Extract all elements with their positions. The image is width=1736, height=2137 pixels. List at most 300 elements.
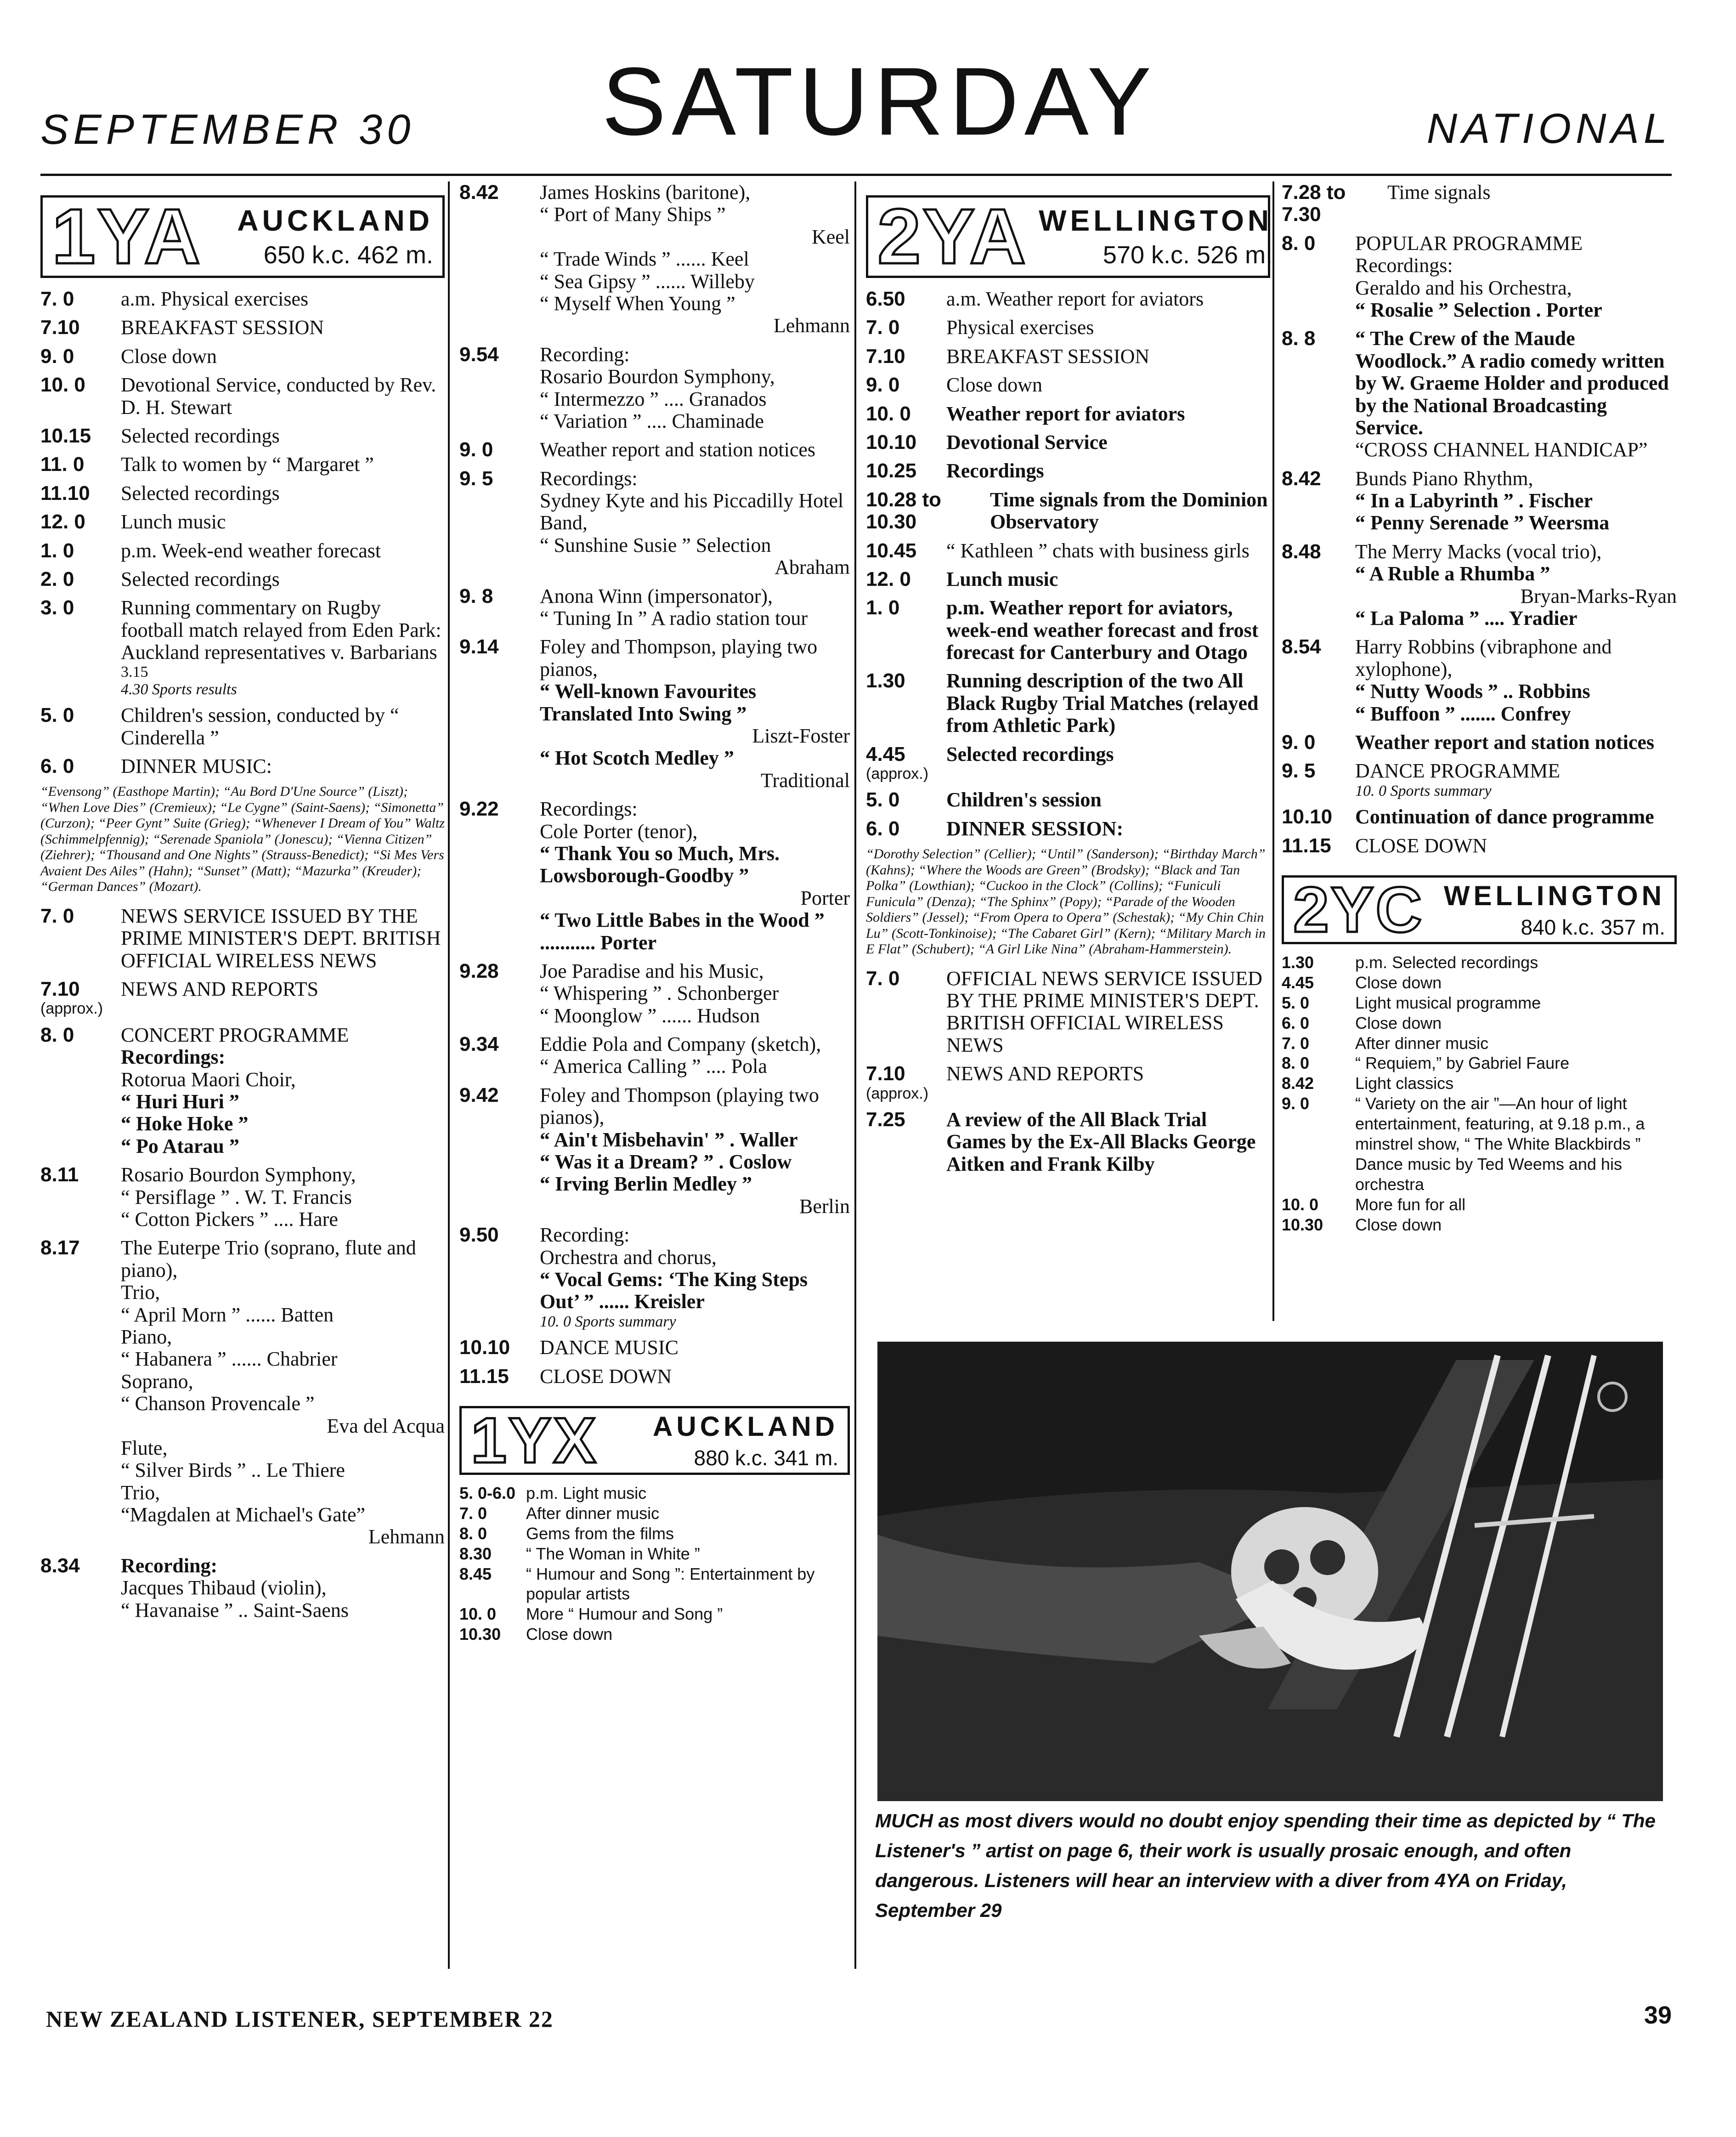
programme-entry xyxy=(459,1624,850,1644)
entry-time: 6.50 xyxy=(866,288,905,310)
entry-time: 1.30 xyxy=(866,669,905,692)
entry-time: 8.42 xyxy=(1282,1074,1314,1093)
entry-time: 8.54 xyxy=(1282,635,1321,658)
station-city: AUCKLAND xyxy=(237,204,433,238)
entry-desc: Recording: xyxy=(121,1554,218,1577)
entry-desc: p.m. Selected recordings xyxy=(1355,952,1538,972)
programme-entry xyxy=(866,1109,1270,1175)
programme-entry xyxy=(40,755,445,777)
entry-time: 9.54 xyxy=(459,343,499,366)
entry-line: “ Po Atarau ” xyxy=(121,1134,239,1157)
entry-time: 1. 0 xyxy=(40,539,74,562)
entry-desc: Joe Paradise and his Music, xyxy=(540,959,764,982)
entry-time: 9. 0 xyxy=(866,374,900,397)
entry-desc: The Euterpe Trio (soprano, flute and piano), xyxy=(121,1236,416,1281)
entry-desc: More “ Humour and Song ” xyxy=(526,1604,723,1624)
programme-entry xyxy=(866,568,1270,590)
entry-time: 8. 0 xyxy=(1282,1054,1310,1073)
programme-entry xyxy=(40,568,445,590)
programme-entry xyxy=(459,344,850,433)
entry-subnote: 4.30 Sports results xyxy=(121,680,237,698)
programme-entry xyxy=(459,439,850,461)
network-label: NATIONAL xyxy=(1426,105,1672,152)
entry-desc: Harry Robbins (vibraphone and xylophone), xyxy=(1355,635,1612,680)
entry-desc: Selected recordings xyxy=(121,567,280,590)
programme-entry xyxy=(40,1164,445,1230)
entry-time: 9.42 xyxy=(459,1083,499,1106)
entry-time: 9. 8 xyxy=(459,584,493,607)
entry-desc: More fun for all xyxy=(1355,1195,1466,1214)
entry-line: “ Penny Serenade ” Weersma xyxy=(1355,511,1610,534)
entry-desc: Recordings: xyxy=(540,467,638,490)
programme-entry xyxy=(40,1555,445,1621)
dinner-music-list: “Evensong” (Easthope Martin); “Au Bord D'Une Source” (Liszt); “When Love Dies” (Cremieux); “Le Cygne” (Saint-Saens); “Simonetta” (Curzon); “Peer Gynt” Suite (Grieg); “Whenever I Dream of You” Waltz (Schimmelpfennig); “Serenade Spaniola” (Jonescu); “Vienna Citizen” (Ziehrer); “Thousand and One Nights” (Strauss-Benedict); “Si Mes Vers Avaient Des Ailes” (Hahn); “Sunset” (Matt); “Mazurka” (Kreuder); “German Dances” (Mozart). xyxy=(40,784,445,895)
entry-time: 10.25 xyxy=(866,459,917,482)
entry-time: 6. 0 xyxy=(1282,1013,1310,1032)
entry-line: “ Port of Many Ships ” xyxy=(540,203,726,226)
entry-desc: p.m. Weather report for aviators, week-end weather forecast and frost forecast for Canterbury and Otago xyxy=(946,596,1259,664)
entry-line: “ Habanera ” ...... Chabrier xyxy=(121,1348,338,1371)
entry-line: “ April Morn ” ...... Batten xyxy=(121,1303,334,1326)
entry-desc: Lunch music xyxy=(946,567,1058,590)
entry-desc: NEWS AND REPORTS xyxy=(121,978,319,1001)
entry-time: 9.14 xyxy=(459,635,499,658)
programme-entry xyxy=(1282,1033,1677,1054)
programme-entry xyxy=(1282,731,1677,754)
entry-desc: Selected recordings xyxy=(121,424,280,447)
column-1ya-continued xyxy=(459,181,850,1644)
entry-time-note: (approx.) xyxy=(866,765,929,783)
programme-entry xyxy=(1282,993,1677,1013)
entry-desc: After dinner music xyxy=(1355,1033,1489,1053)
entry-desc: The Merry Macks (vocal trio), xyxy=(1355,540,1602,563)
entry-time: 3. 0 xyxy=(40,596,74,619)
programme-entry xyxy=(866,374,1270,396)
entry-desc: DANCE PROGRAMME xyxy=(1355,760,1561,782)
entry-desc: Selected recordings xyxy=(946,743,1114,765)
entry-time: 7.10 xyxy=(40,316,80,339)
entry-time: 8.42 xyxy=(459,181,499,204)
entry-desc: Recordings: xyxy=(540,798,638,821)
entry-time: 7. 0 xyxy=(459,1503,487,1523)
programme-entry xyxy=(40,597,445,698)
station-city: WELLINGTON xyxy=(1443,880,1665,911)
programme-entry xyxy=(866,489,1270,533)
entry-time-note: (approx.) xyxy=(866,1084,929,1102)
entry-line: Rosario Bourdon Symphony, xyxy=(540,365,775,388)
programme-entry xyxy=(459,585,850,630)
entry-desc: Bunds Piano Rhythm, xyxy=(1355,467,1533,490)
programme-entry xyxy=(40,704,445,749)
entry-line: Liszt-Foster xyxy=(752,724,850,747)
programme-entry xyxy=(1282,760,1677,799)
entry-line: Soprano, xyxy=(121,1370,193,1393)
station-box-2yc xyxy=(1282,875,1677,944)
programme-entry xyxy=(1282,1053,1677,1073)
entry-line: “ Huri Huri ” xyxy=(121,1090,239,1113)
column-divider xyxy=(448,181,450,1969)
entry-desc: Close down xyxy=(1355,1013,1442,1032)
entry-line: Eva del Acqua xyxy=(327,1414,445,1437)
entry-time: 6. 0 xyxy=(40,755,74,778)
entry-desc: POPULAR PROGRAMME xyxy=(1355,232,1583,255)
publication-footer: NEW ZEALAND LISTENER, SEPTEMBER 22 xyxy=(46,2006,554,2032)
programme-entry xyxy=(459,1483,850,1503)
entry-time: 11. 0 xyxy=(40,453,85,476)
entry-time: 10.30 xyxy=(459,1625,501,1644)
entry-time: 9. 0 xyxy=(459,438,493,461)
programme-entry xyxy=(866,346,1270,368)
entry-desc: CLOSE DOWN xyxy=(1355,834,1487,857)
programme-entry xyxy=(459,636,850,792)
programme-entry xyxy=(1282,541,1677,630)
entry-desc: Talk to women by “ Margaret ” xyxy=(121,453,374,476)
programme-entry xyxy=(459,1033,850,1078)
entry-time: 7. 0 xyxy=(40,904,74,927)
entry-time: 5. 0-6.0 xyxy=(459,1483,516,1502)
entry-line: “ Persiflage ” . W. T. Francis xyxy=(121,1185,352,1208)
entry-desc: Close down xyxy=(946,374,1042,397)
station-frequency: 650 k.c. 462 m. xyxy=(263,241,433,269)
entry-line: Traditional xyxy=(761,769,850,792)
entry-time: 1. 0 xyxy=(866,596,900,619)
entry-time: 10.28 to 10.30 xyxy=(866,488,941,533)
entry-desc: Recording: xyxy=(540,343,630,366)
entry-desc: Weather report and station notices xyxy=(1355,731,1654,754)
programme-entry xyxy=(1282,973,1677,993)
entry-time: 7. 0 xyxy=(40,288,74,310)
entry-desc: Foley and Thompson, playing two pianos, xyxy=(540,635,818,680)
entry-time: 10. 0 xyxy=(1282,1195,1319,1214)
dinner-session-list: “Dorothy Selection” (Cellier); “Until” (Sanderson); “Birthday March” (Kahns); “Where the Woods are Green” (Brodsky); “Black and Tan Polka” (Lowthian); “Cuckoo in the Clock” (Collins); “Funiculi Funicula” (Denza); “The Sphinx” (Popy); “Parade of the Wooden Soldiers” (Jessel); “From Opera to Opera” (Schestak); “My Chin Chin Lu” (Scott-Tonkinoise); “The Cabaret Girl” (Kern); “Military March in E Flat” (Schubert); “A Girl Like Nina” (Abraham-Hammerstein). xyxy=(866,846,1266,957)
entry-line: “ Myself When Young ” xyxy=(540,292,735,315)
entry-line: Recordings: xyxy=(1355,254,1453,277)
entry-time: 7. 0 xyxy=(1282,1033,1310,1053)
entry-line: Bryan-Marks-Ryan xyxy=(1520,584,1677,607)
entry-time: 11.15 xyxy=(1282,834,1331,857)
entry-time: 7.10 xyxy=(40,978,80,1001)
entry-line: “ Cotton Pickers ” .... Hare xyxy=(121,1208,338,1230)
programme-entry xyxy=(1282,1215,1677,1235)
entry-desc: Time signals from the Dominion Observatory xyxy=(990,488,1268,533)
entry-time: 11.15 xyxy=(459,1365,509,1388)
entry-desc: “ The Crew of the Maude Woodlock.” A radio comedy written by W. Graeme Holder and produced by the National Broadcasting Service. xyxy=(1355,327,1669,439)
entry-line: “ Chanson Provencale ” xyxy=(121,1392,315,1415)
entry-line: “ Variation ” .... Chaminade xyxy=(540,409,764,432)
entry-time: 10.10 xyxy=(1282,805,1333,828)
entry-desc: NEWS SERVICE ISSUED BY THE PRIME MINISTER'S DEPT. BRITISH OFFICIAL WIRELESS NEWS xyxy=(121,904,441,972)
entry-desc: BREAKFAST SESSION xyxy=(946,345,1150,368)
entry-line: Berlin xyxy=(799,1195,850,1218)
entry-desc: Close down xyxy=(1355,1215,1442,1234)
programme-entry xyxy=(459,960,850,1027)
entry-desc: “ Humour and Song ”: Entertainment by popular artists xyxy=(526,1564,815,1604)
entry-line: “ Trade Winds ” ...... Keel xyxy=(540,248,749,271)
entry-desc: DANCE MUSIC xyxy=(540,1336,679,1359)
programme-entry xyxy=(40,1237,445,1548)
programme-entry xyxy=(40,1024,445,1157)
programme-entry xyxy=(1282,636,1677,725)
programme-entry xyxy=(1282,1013,1677,1033)
entry-desc: Light musical programme xyxy=(1355,993,1541,1012)
programme-entry xyxy=(866,288,1270,310)
programme-entry xyxy=(866,431,1270,453)
entry-time: 9. 0 xyxy=(1282,731,1316,754)
entry-time: 8.17 xyxy=(40,1236,80,1259)
entry-time: 5. 0 xyxy=(1282,993,1310,1012)
entry-line: Sydney Kyte and his Piccadilly Hotel Band, xyxy=(540,489,844,534)
entry-desc: After dinner music xyxy=(526,1503,660,1523)
entry-line: “ Intermezzo ” .... Granados xyxy=(540,387,767,410)
programme-entry xyxy=(40,425,445,447)
programme-entry xyxy=(1282,806,1677,828)
programme-entry xyxy=(866,670,1270,737)
entry-subnote: 10. 0 Sports summary xyxy=(540,1313,676,1330)
programme-entry xyxy=(459,1503,850,1524)
column-2ya-continued xyxy=(1282,181,1677,1235)
entry-time: 5. 0 xyxy=(40,704,74,727)
programme-entry xyxy=(866,597,1270,663)
entry-line: Trio, xyxy=(121,1281,160,1304)
header-rule xyxy=(40,174,1672,176)
station-city: WELLINGTON xyxy=(1039,204,1273,238)
entry-time: 10. 0 xyxy=(866,402,911,425)
entry-desc: Weather report for aviators xyxy=(946,402,1185,425)
entry-desc: “ Kathleen ” chats with business girls xyxy=(946,539,1250,562)
entry-desc: “ Variety on the air ”—An hour of light entertainment, featuring, at 9.18 p.m., a minstrel show, “ The White Blackbirds ” Dance music by Ted Weems and his orchestra xyxy=(1355,1094,1645,1194)
entry-line: Orchestra and chorus, xyxy=(540,1246,717,1269)
entry-time: 8.45 xyxy=(459,1564,492,1583)
entry-desc: Close down xyxy=(121,345,217,368)
entry-time: 8. 8 xyxy=(1282,327,1316,350)
entry-time: 7.10 xyxy=(866,1062,905,1085)
entry-time: 10.10 xyxy=(459,1336,510,1359)
programme-entry xyxy=(40,482,445,504)
programme-entry xyxy=(40,540,445,562)
entry-desc: Selected recordings xyxy=(121,482,280,504)
entry-desc: Close down xyxy=(1355,973,1442,992)
entry-desc: Weather report and station notices xyxy=(540,438,816,461)
entry-line: “ America Calling ” .... Pola xyxy=(540,1055,767,1078)
programme-entry xyxy=(1282,1094,1677,1195)
entry-line: “ Whispering ” . Schonberger xyxy=(540,982,779,1005)
entry-time: 4.45 xyxy=(866,743,905,765)
programme-entry xyxy=(40,288,445,310)
entry-line: “ Rosalie ” Selection . Porter xyxy=(1355,298,1602,321)
entry-line: “ Nutty Woods ” .. Robbins xyxy=(1355,680,1590,703)
entry-desc: Running commentary on Rugby football match relayed from Eden Park: Auckland representatives v. Barbarians xyxy=(121,596,441,664)
station-frequency: 880 k.c. 341 m. xyxy=(694,1445,838,1470)
programme-entry xyxy=(1282,1195,1677,1215)
entry-time: 11.10 xyxy=(40,482,90,504)
entry-desc: Devotional Service xyxy=(946,431,1108,453)
entry-time: 8.42 xyxy=(1282,467,1321,490)
entry-desc: BREAKFAST SESSION xyxy=(121,316,324,339)
entry-desc: James Hoskins (baritone), xyxy=(540,181,751,204)
entry-desc: Lunch music xyxy=(121,510,226,533)
programme-entry xyxy=(459,1604,850,1624)
entry-line: “ Vocal Gems: ‘The King Steps Out’ ” ...... Kreisler xyxy=(540,1268,808,1313)
programme-entry xyxy=(1282,1073,1677,1094)
entry-desc: CONCERT PROGRAMME xyxy=(121,1023,349,1046)
entry-time: 12. 0 xyxy=(866,567,911,590)
entry-desc: OFFICIAL NEWS SERVICE ISSUED BY THE PRIME MINISTER'S DEPT. BRITISH OFFICIAL WIRELESS NEWS xyxy=(946,967,1262,1056)
programme-entry xyxy=(866,1063,1270,1102)
entry-line: Trio, xyxy=(121,1481,160,1504)
entry-time: 8.30 xyxy=(459,1544,492,1563)
entry-line: “ Sea Gipsy ” ...... Willeby xyxy=(540,270,755,293)
programme-entry xyxy=(866,460,1270,482)
entry-desc: p.m. Light music xyxy=(526,1483,647,1502)
entry-time: 2. 0 xyxy=(40,567,74,590)
entry-desc: DINNER SESSION: xyxy=(946,817,1124,840)
entry-desc: Recordings xyxy=(946,459,1044,482)
programme-entry xyxy=(40,905,445,972)
photo-caption: MUCH as most divers would no doubt enjoy spending their time as depicted by “ The Listener's ” artist on page 6, their work is usually prosaic enough, and often dangerous. Listeners will hear an interview with a diver from 4YA on Friday, September 29 xyxy=(875,1810,1656,1922)
entry-subnote: 10. 0 Sports summary xyxy=(1355,782,1492,799)
station-frequency: 570 k.c. 526 m. xyxy=(1103,241,1273,269)
entry-time: 7.25 xyxy=(866,1108,905,1131)
programme-entry xyxy=(40,317,445,339)
entry-line: Geraldo and his Orchestra, xyxy=(1355,276,1572,299)
entry-time: 8.34 xyxy=(40,1554,80,1577)
entry-line: “ Thank You so Much, Mrs. Lowsborough-Goodby ” xyxy=(540,842,780,887)
station-box-1ya xyxy=(40,195,445,278)
entry-line: “Magdalen at Michael's Gate” xyxy=(121,1503,366,1526)
entry-time: 4.45 xyxy=(1282,973,1314,992)
entry-desc: NEWS AND REPORTS xyxy=(946,1062,1144,1085)
entry-time: 10. 0 xyxy=(40,374,85,397)
entry-time: 9. 5 xyxy=(459,467,493,490)
entry-time: 9.28 xyxy=(459,959,499,982)
page-number: 39 xyxy=(1644,2001,1672,2029)
entry-line: “ Tuning In ” A radio station tour xyxy=(540,607,808,630)
station-city: AUCKLAND xyxy=(653,1411,838,1442)
issue-date: SEPTEMBER 30 xyxy=(40,106,415,153)
programme-entry xyxy=(40,978,445,1018)
schedule-1yx xyxy=(459,1483,850,1644)
entry-time: 8. 0 xyxy=(1282,232,1316,255)
entry-desc: Recording: xyxy=(540,1224,630,1247)
column-divider xyxy=(854,181,856,1969)
station-box-1yx xyxy=(459,1406,850,1475)
entry-desc: Light classics xyxy=(1355,1074,1454,1093)
entry-time: 8.48 xyxy=(1282,540,1321,563)
entry-desc: CLOSE DOWN xyxy=(540,1365,672,1388)
programme-entry xyxy=(459,181,850,337)
programme-entry xyxy=(1282,232,1677,322)
entry-time: 8. 0 xyxy=(40,1023,74,1046)
entry-time: 9.50 xyxy=(459,1224,499,1247)
entry-desc: “ The Woman in White ” xyxy=(526,1544,700,1563)
programme-entry xyxy=(866,403,1270,425)
programme-entry xyxy=(459,1524,850,1544)
entry-time: 9. 0 xyxy=(1282,1094,1310,1113)
entry-desc: Physical exercises xyxy=(946,316,1094,339)
entry-line: “ In a Labyrinth ” . Fischer xyxy=(1355,489,1593,512)
programme-entry xyxy=(1282,468,1677,534)
programme-entry xyxy=(1282,181,1677,226)
programme-entry xyxy=(459,798,850,954)
programme-entry xyxy=(866,968,1270,1057)
entry-line: “ Was it a Dream? ” . Coslow xyxy=(540,1151,792,1173)
entry-line: “ Irving Berlin Medley ” xyxy=(540,1173,752,1196)
entry-time: 8.11 xyxy=(40,1163,79,1186)
programme-entry xyxy=(459,468,850,579)
programme-entry xyxy=(40,511,445,533)
entry-time: 9.34 xyxy=(459,1033,499,1056)
programme-entry xyxy=(459,1564,850,1604)
entry-line: “ Hot Scotch Medley ” xyxy=(540,747,734,770)
station-callsign: 1YX xyxy=(471,1404,598,1476)
entry-desc: p.m. Week-end weather forecast xyxy=(121,539,381,562)
entry-time-note: (approx.) xyxy=(40,1000,103,1018)
entry-line: Rotorua Maori Choir, xyxy=(121,1068,296,1091)
entry-line: “ Silver Birds ” .. Le Thiere xyxy=(121,1459,345,1482)
entry-time: 9. 0 xyxy=(40,345,74,368)
entry-line: Flute, xyxy=(121,1436,168,1459)
entry-line: Lehmann xyxy=(773,314,850,337)
programme-entry xyxy=(866,743,1270,783)
station-callsign: 2YC xyxy=(1293,873,1424,946)
entry-time: 12. 0 xyxy=(40,510,85,533)
entry-time: 10.45 xyxy=(866,539,917,562)
programme-entry xyxy=(1282,835,1677,857)
column-2ya xyxy=(866,181,1273,1182)
entry-desc: “ Requiem,” by Gabriel Faure xyxy=(1355,1054,1570,1073)
column-1ya xyxy=(40,181,445,1628)
entry-line: Jacques Thibaud (violin), xyxy=(121,1576,327,1599)
entry-desc: Gems from the films xyxy=(526,1524,674,1543)
column-divider xyxy=(1272,181,1274,1321)
entry-time: 7.10 xyxy=(866,345,905,368)
entry-time: 10.10 xyxy=(866,431,917,453)
programme-entry xyxy=(459,1366,850,1388)
programme-entry xyxy=(40,453,445,476)
entry-line: Lehmann xyxy=(368,1525,445,1548)
entry-desc: Time signals xyxy=(1387,181,1491,204)
programme-entry xyxy=(866,789,1270,811)
entry-desc: Running description of the two All Black Rugby Trial Matches (relayed from Athletic Park) xyxy=(946,669,1259,737)
entry-time: 1.30 xyxy=(1282,952,1314,972)
programme-entry xyxy=(866,818,1270,840)
entry-desc: Foley and Thompson (playing two pianos), xyxy=(540,1083,819,1129)
entry-desc: DINNER MUSIC: xyxy=(121,755,272,778)
entry-time: 10.30 xyxy=(1282,1215,1323,1234)
station-box-2ya xyxy=(866,193,1273,280)
entry-desc: Devotional Service, conducted by Rev. D. H. Stewart xyxy=(121,374,436,419)
entry-line: “ Ain't Misbehavin' ” . Waller xyxy=(540,1128,798,1151)
entry-line: “ A Ruble a Rhumba ” xyxy=(1355,562,1550,585)
entry-line: Cole Porter (tenor), xyxy=(540,820,698,843)
entry-line: “ Well-known Favourites Translated Into Swing ” xyxy=(540,680,757,725)
entry-time: 6. 0 xyxy=(866,817,900,840)
entry-desc: a.m. Physical exercises xyxy=(121,288,309,310)
entry-line: Porter xyxy=(800,886,850,909)
programme-entry xyxy=(40,374,445,419)
station-callsign: 1YA xyxy=(52,193,203,280)
entry-desc: Children's session, conducted by “ Cinderella ” xyxy=(121,704,399,749)
programme-entry xyxy=(866,540,1270,562)
station-frequency: 840 k.c. 357 m. xyxy=(1521,915,1665,939)
entry-line: “ Moonglow ” ...... Hudson xyxy=(540,1004,760,1027)
entry-time: 5. 0 xyxy=(866,788,900,811)
entry-line: “ Two Little Babes in the Wood ” ........... Porter xyxy=(540,909,825,954)
page-title: SATURDAY xyxy=(602,47,1157,155)
entry-time: 9.22 xyxy=(459,798,499,821)
entry-desc: a.m. Weather report for aviators xyxy=(946,288,1204,310)
programme-entry xyxy=(459,1337,850,1359)
